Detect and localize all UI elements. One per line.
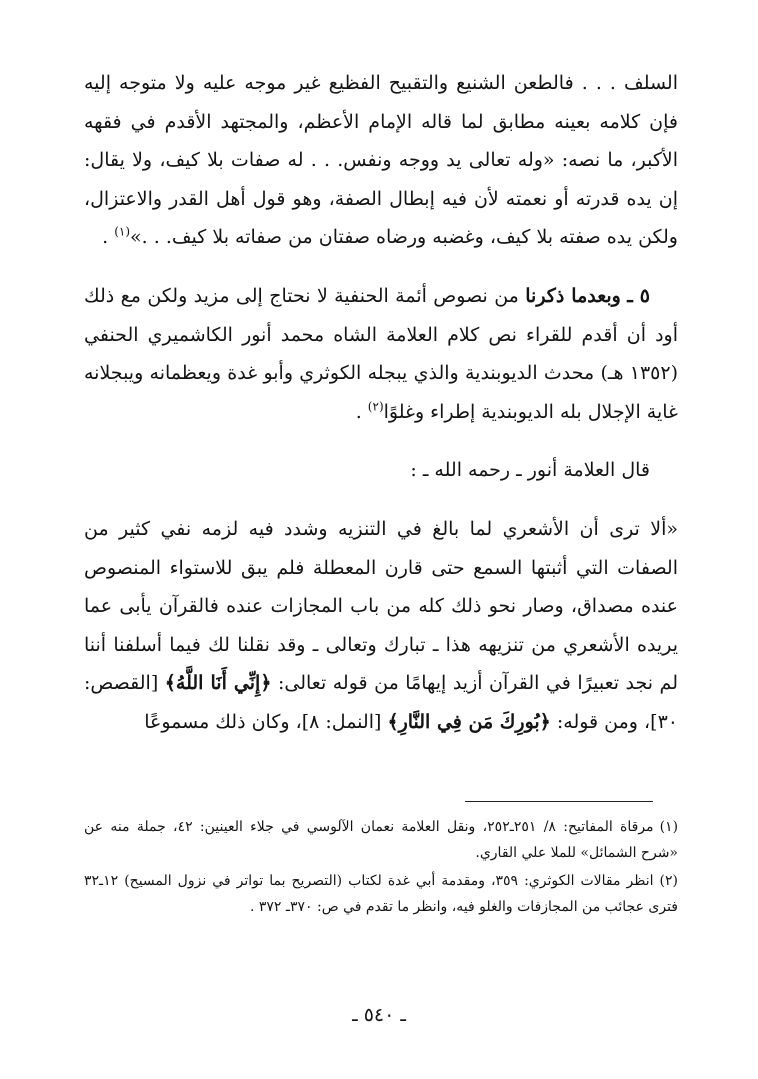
footnote-divider xyxy=(465,801,653,802)
paragraph-text: السلف . . . فالطعن الشنيع والتقبيح الفظيع غير موجه عليه ولا متوجه إليه فإن كلامه بعينه مطابق لما قاله الإمام الأعظم، والمجتهد الأقدم في فقهه الأكبر، ما نصه: «وله تعالى يد ووجه ونفس. . . له صفات بلا كيف، ولا يقال: إن يده قدرته أو نعمته لأن فيه إبطال الصفة، وهو قول أهل القدر والاعتزال، ولكن يده صفته بلا كيف، وغضبه ورضاه صفتان من صفاته بلا كيف. . .» xyxy=(84,72,678,249)
attribution-text: قال العلامة أنور ـ رحمه الله ـ : xyxy=(410,459,650,482)
footnote-2 xyxy=(84,869,678,920)
footnotes xyxy=(84,815,678,923)
quotation-text: «ألا ترى أن الأشعري لما بالغ في التنزيه وشدد فيه لزمه نفي كثير من الصفات التي أثبتها السمع حتى قارن المعطلة فلم يبق للاستواء المنصوص عنده مصداق، وصار نحو ذلك كله من باب المجازات عنده فالقرآن يأبى عما يريده الأشعري من تنزيهه هذا ـ تبارك وتعالى ـ وقد نقلنا لك فيما أسلفنا أننا لم نجد تعبيرًا في القرآن أزيد إيهامًا من قوله تعالى: xyxy=(84,517,678,695)
page-number: ـ ٥٤٠ ـ xyxy=(352,1004,406,1026)
footnote-1 xyxy=(84,815,678,866)
footnote-ref-1[interactable]: (١) xyxy=(114,225,131,240)
paragraph-quotation xyxy=(84,510,678,742)
paragraph-end: . xyxy=(355,400,368,423)
section-number: ٥ ـ xyxy=(627,284,650,307)
paragraph-text: من نصوص أئمة الحنفية لا نحتاج إلى مزيد ولكن مع ذلك أود أن أقدم للقراء نص كلام العلامة الشاه محمد أنور الكاشميري الحنفي (١٣٥٢ هـ) محدث الديوبندية والذي يبجله الكوثري وأبو غدة ويعظمانه ويبجلانه غاية الإجلال بله الديوبندية إطراء وغلوًا xyxy=(84,284,678,423)
paragraph-quote-continuation xyxy=(84,64,678,257)
footnote-number: (١) xyxy=(659,819,679,835)
paragraph-attribution xyxy=(84,451,678,490)
section-lead: وبعدما ذكرنا xyxy=(525,284,621,307)
quotation-text: [القصص: ٣٠]، ومن قوله: xyxy=(84,672,678,733)
footnote-number: (٢) xyxy=(659,873,678,889)
footnote-text: مرقاة المفاتيح: ٨/ ٢٥١ـ٢٥٢، ونقل العلامة نعمان الآلوسي في جلاء العينين: ٤٢، جملة منه عن «شرح الشمائل» للملا علي القاري. xyxy=(84,819,678,861)
main-text xyxy=(84,64,678,742)
footnote-text: انظر مقالات الكوثري: ٣٥٩، ومقدمة أبي غدة لكتاب (التصريح بما تواتر في نزول المسيح) ١٢ـ٣٢ فترى عجائب من المجازفات والغلو فيه، وانظر ما تقدم في ص: ٣٧٠ـ ٣٧٢ . xyxy=(84,873,678,915)
paragraph-end: . xyxy=(102,226,115,249)
quran-verse-2: ﴿بُورِكَ مَن فِي النَّارِ﴾ xyxy=(387,710,551,733)
quotation-text: [النمل: ٨]، وكان ذلك مسموعًا xyxy=(144,710,388,733)
paragraph-section-5 xyxy=(84,277,678,431)
quran-verse-1: ﴿إِنِّي أَنَا اللَّهُ﴾ xyxy=(164,672,272,695)
footnote-ref-2[interactable]: (٢) xyxy=(367,399,384,414)
